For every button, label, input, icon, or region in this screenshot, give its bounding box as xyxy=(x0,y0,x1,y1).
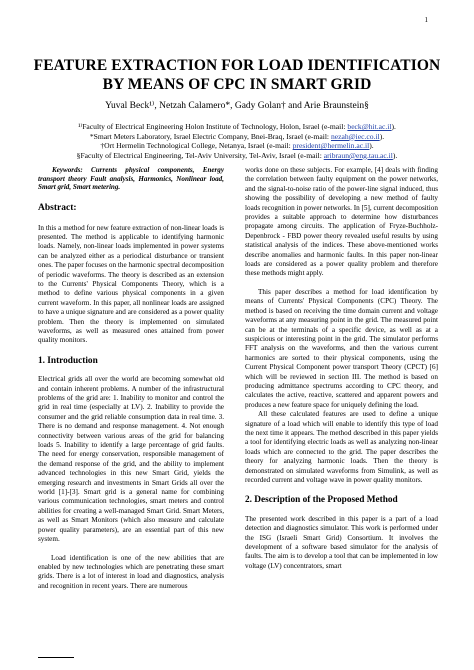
affiliations xyxy=(0,122,474,160)
affiliation-2: *Smart Meters Laboratory, Israel Electric Company, Bnei-Braq, Israel (e-mail: nezah@iec.co.il). xyxy=(89,131,385,141)
affiliation-1: ¹⁾Faculty of Electrical Engineering Holon Institute of Technology, Holon, Israel (e-mail: beck@hit.ac.il). xyxy=(78,122,396,131)
left-column xyxy=(38,166,224,591)
abstract-heading: Abstract: xyxy=(38,203,77,214)
affiliation-3: †Ort Hermelin Technological College, Netanya, Israel (e-mail: president@hermelin.ac.il). xyxy=(100,141,374,151)
paper-title xyxy=(0,56,474,94)
title-line-2: BY MEANS OF CPC IN SMART GRID xyxy=(102,76,372,93)
paragraph-gap xyxy=(245,279,438,288)
email-link-4[interactable]: aribraun@eng.tau.ac.il xyxy=(323,150,393,160)
footnote-rule xyxy=(38,657,74,658)
section-1-heading: 1. Introduction xyxy=(38,355,98,366)
affiliation-4: §Faculty of Electrical Engineering, Tel-Aviv University, Tel-Aviv, Israel (e-mail: aribraun@eng.tau.ac.il). xyxy=(76,150,398,160)
email-link-2[interactable]: nezah@iec.co.il xyxy=(330,131,380,141)
title-line-1: FEATURE EXTRACTION FOR LOAD IDENTIFICATION xyxy=(33,57,441,74)
intro-paragraph-2: Load identification is one of the new abilities that are enabled by new technologies which are penetrating these smart grids. There is a lot of interest in load and diagnostics, analysis and recognition in recent years. There are numerous xyxy=(38,553,224,590)
section-2-heading: 2. Description of the Proposed Method xyxy=(245,495,398,506)
method-paragraph-1: The presented work described in this paper is a part of a load detection and diagnostics simulator. This work is performed under the ISG (Israeli Smart Grid) Consortium. It involves the development of a software based simulator for the analysis of faults. The aim is to develop a tool that can be implemented in low voltage (LV) concentrators, smart xyxy=(245,514,438,570)
page-number: 1 xyxy=(424,16,428,24)
body-paragraph-2: This paper describes a method for load identification by means of Currents' Physical Components (CPC) Theory. The method is based on receiving the time domain current and voltage waveforms at any measuring point in the grid. The measured point can be at the terminals of a specific device, as well as at a suspicious or interesting point in the grid. The simulator performs FFT analysis on the waveforms, and then the various current harmonics are sorted to their physical components, using the Current Physical Component power transport Theory (CPCT) [6] which will be reviewed in section III. The method is based on producing admittance spectrums according to CPC theory, and calculates the active, reactive, scattered and apparent powers and produces a new feature space for uniquely defining the load. xyxy=(245,287,438,409)
author-list: Yuval Beck¹⁾, Netzah Calamero*, Gady Golan† and Arie Braunstein§ xyxy=(105,101,369,111)
intro-paragraph-1: Electrical grids all over the world are becoming somewhat old and contain inherent problems. A number of the infrastructural problems of the grid are: 1. Inability to monitor and control the grid in real time (especially at LV). 2. Inability to provide the consumer and the grid reliable consumption data in real time. 3. There is no demand and response management. 4. Not enough connectivity between various areas of the grid for balancing loads 5. Inability to identify a large percentage of grid faults. The need for energy conservation, responsible management of the demand response of the grid, and the ability to implement advanced technologies in this new Smart Grid, yields the emerging research and investments in Smart Grids all over the world [1]-[3]. Smart grid is a general name for combining various communication technologies, smart meters and control abilities for creating a well-managed Smart Grid. Smart Meters, as well as Smart Monitors (which also measure and calculate power quality parameters), are an essential part of this new system. xyxy=(38,375,224,544)
email-link-1[interactable]: beck@hit.ac.il xyxy=(347,122,392,131)
abstract-text: In this a method for new feature extraction of non-linear loads is presented. The method is applicable to identifying harmonic loads. Namely, non-linear loads implemented in power systems can be analyzed either as a periodical disturbance or transient ones. The paper focuses on the harmonic spectral decomposition of periodic waveforms. The theory is described as an extension to the Currents' Physical Components Theory, which is a method to define various physical components in a given current waveform. In this paper, all nonlinear loads are assigned to have a unique signature and are considered as a power quality problem. Then the theory is implemented on simulated waveforms, as well as measured ones attained from power quality monitors. xyxy=(38,223,224,345)
right-column xyxy=(245,166,438,571)
body-paragraph-1: works done on these subjects. For example, [4] deals with finding the correlation between faulty equipment on the power networks, and the signal-to-noise ratio of the power-line signal induced, thus showing the possibility of developing a new method of faulty loads recognition in power networks. In [5], current decomposition provides a suitable approach to determine how disturbances propagate among circuits. The application of Fryze-Buchholz-Depenbrock - FBD power theory revealed useful results by using statistical analysis of the indices. These above-mentioned works describe anomalies and harmonic faults. In this paper non-linear loads are considered as a power quality problem and therefore these methods might apply. xyxy=(245,166,438,278)
email-link-3[interactable]: president@hermelin.ac.il xyxy=(292,141,370,151)
body-paragraph-3: All these calculated features are used to define a unique signature of a load which will enable to identify this type of load the next time it appears. The method described in this paper yields a tool for identifying electric loads as well as analyzing non-linear loads which are connected to the grid. The paper describes the theory for analyzing harmonic loads. Then the theory is demonstrated on simulated waveforms from Simulink, as well as recorded current and voltage wave in power quality monitors. xyxy=(245,410,438,484)
keywords: Keywords: Currents physical components, Energy transport theory Fault analysis, Harmonics, Nonlinear load, Smart grid, Smart metering. xyxy=(38,166,224,192)
paragraph-gap xyxy=(38,545,224,554)
